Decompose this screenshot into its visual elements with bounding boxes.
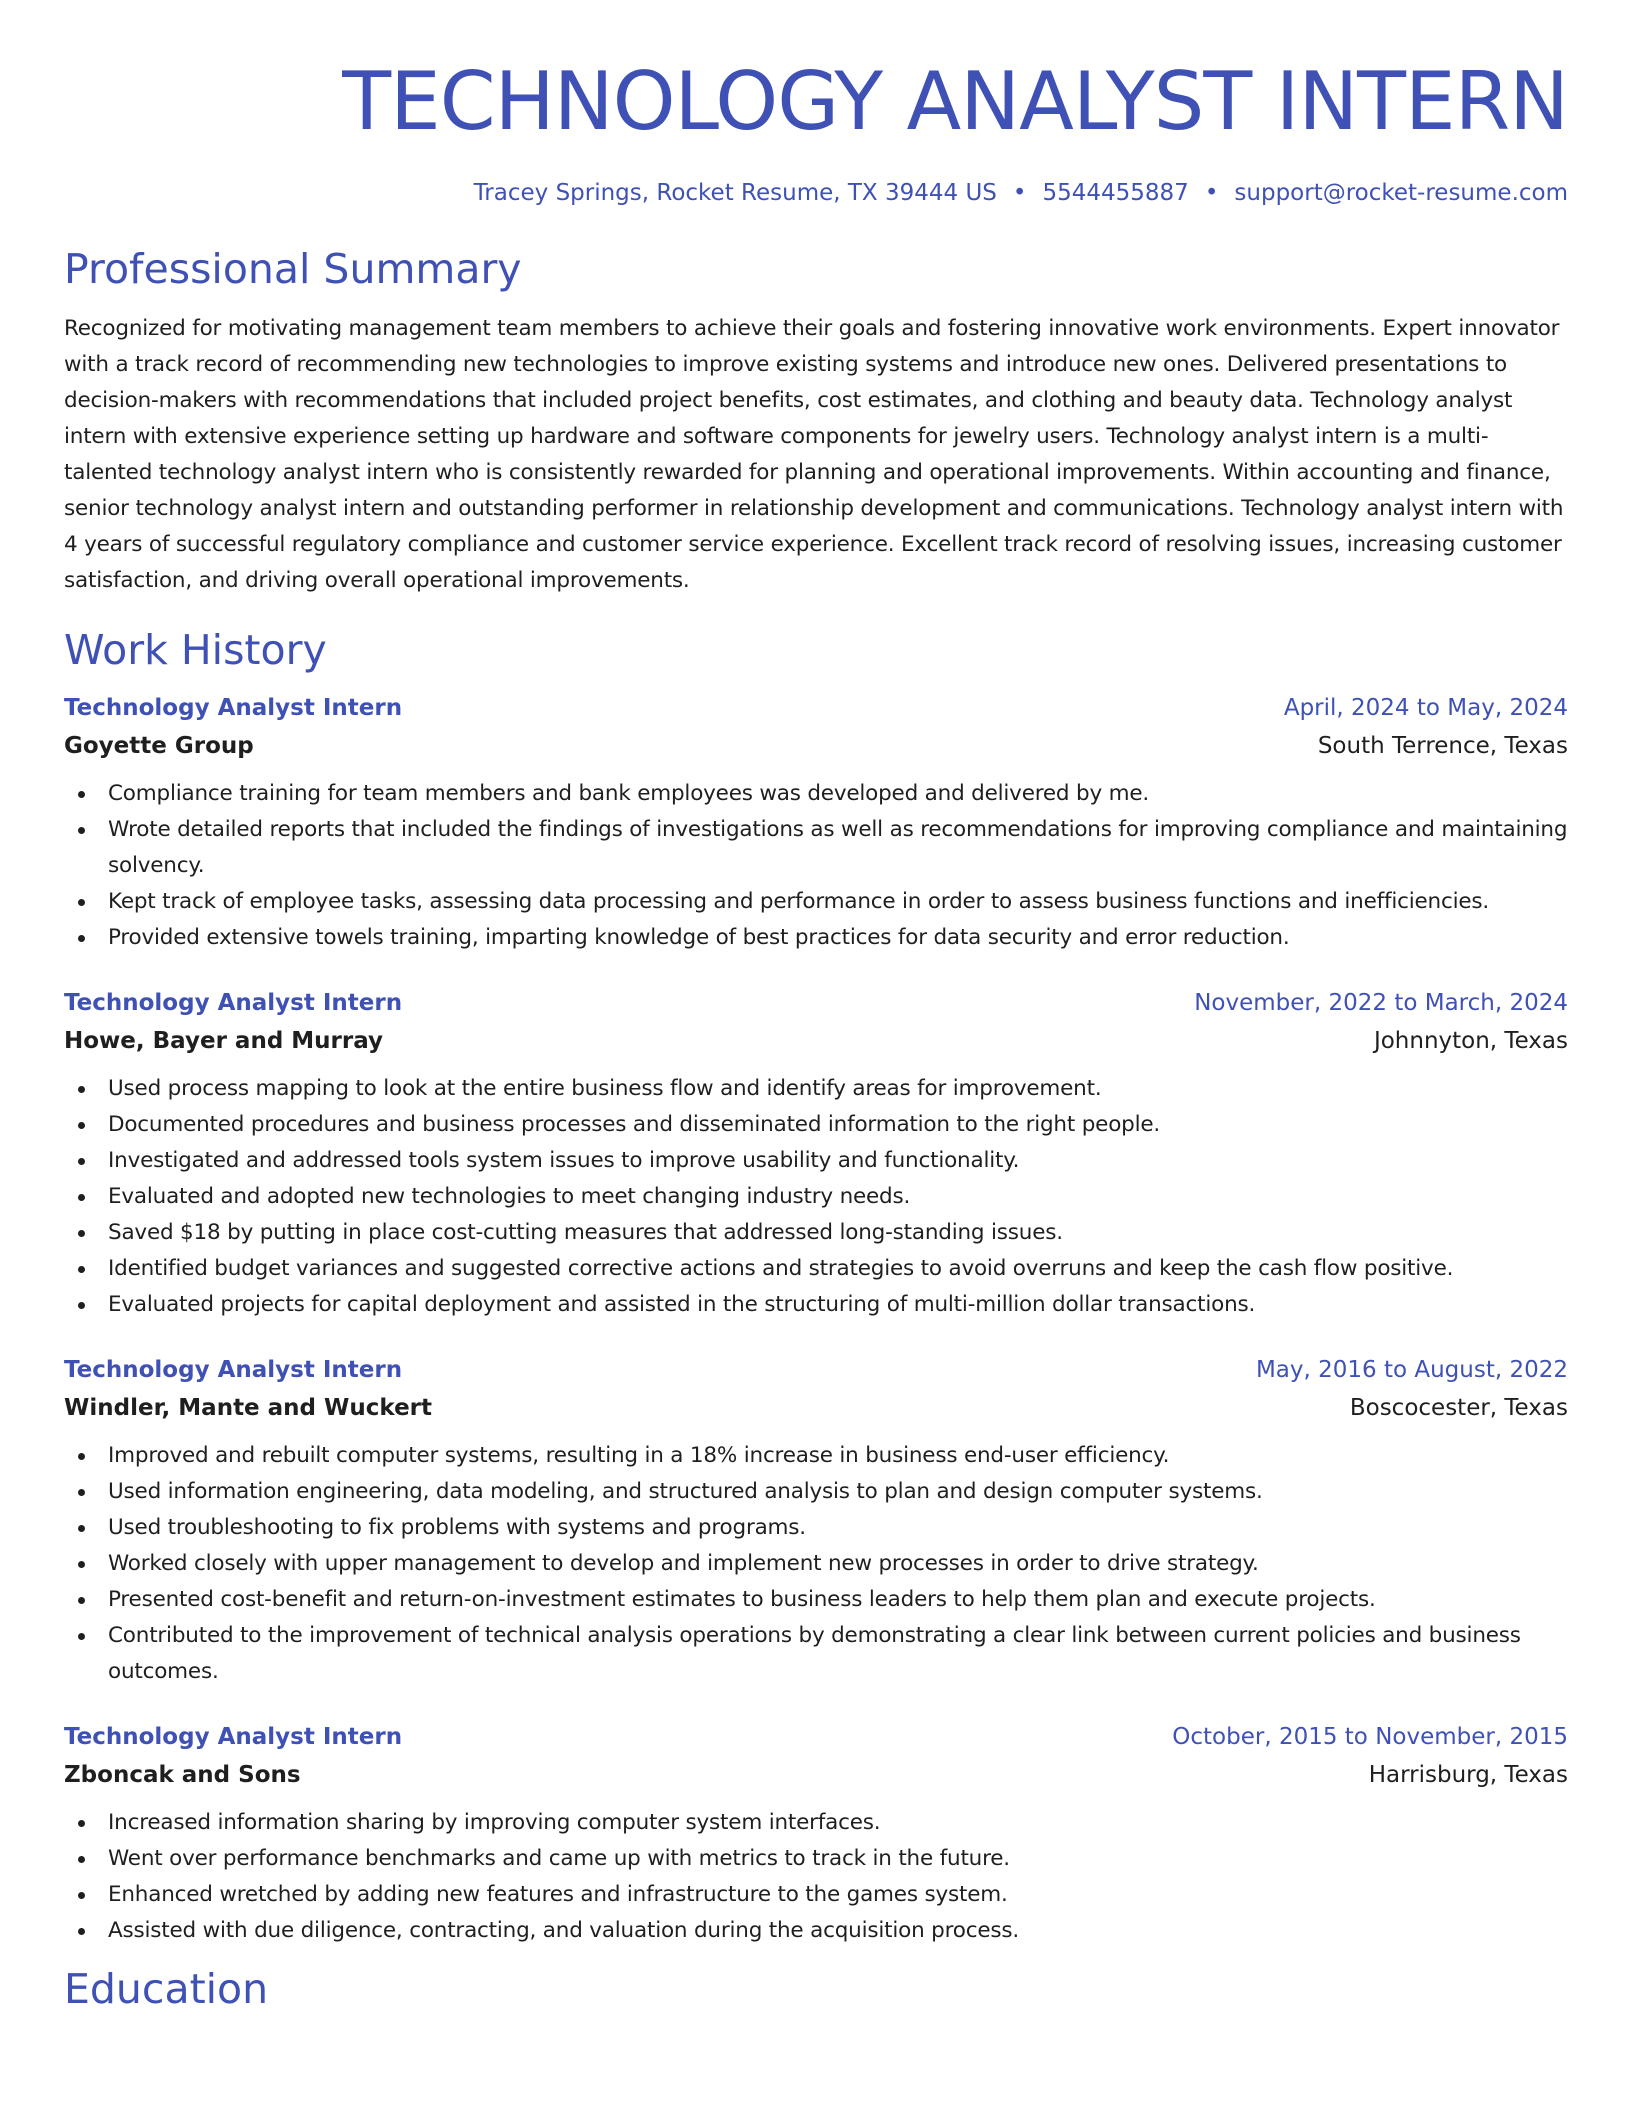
job-location: Boscocester, Texas [1349, 1395, 1568, 1421]
job-bullet-list [64, 1438, 1568, 1690]
job-bullet [64, 1618, 1568, 1690]
resume-header [64, 0, 1568, 208]
professional-summary-section [64, 243, 1568, 599]
job-entry [64, 987, 1568, 1323]
job-bullet-text: Went over performance benchmarks and came up with metrics to track in the future. [108, 1846, 1010, 1871]
education-section [64, 1963, 1568, 2015]
job-bullet-text: Evaluated and adopted new technologies to meet changing industry needs. [108, 1184, 911, 1209]
job-bullet-text: Improved and rebuilt computer systems, resulting in a 18% increase in business end-user efficiency. [108, 1443, 1170, 1468]
work-history-section [64, 624, 1568, 1949]
job-bullet-text: Presented cost-benefit and return-on-investment estimates to business leaders to help them plan and execute projects. [108, 1587, 1376, 1612]
bullet-dot-icon [78, 1230, 85, 1237]
job-dates: November, 2022 to March, 2024 [1194, 990, 1568, 1016]
resume-title: TECHNOLOGY ANALYST INTERN [342, 55, 1568, 148]
job-title: Technology Analyst Intern [64, 1724, 403, 1750]
bullet-dot-icon [78, 1158, 85, 1165]
job-bullet-text: Contributed to the improvement of technical analysis operations by demonstrating a clear link between current policies and business outcomes. [108, 1623, 1521, 1684]
job-bullet-text: Increased information sharing by improving computer system interfaces. [108, 1810, 881, 1835]
job-bullet-text: Compliance training for team members and bank employees was developed and delivered by me. [108, 781, 1150, 806]
bullet-dot-icon [78, 1194, 85, 1201]
job-bullet-text: Provided extensive towels training, imparting knowledge of best practices for data security and error reduction. [108, 925, 1290, 950]
job-bullet [64, 1877, 1568, 1913]
bullet-dot-icon [78, 1597, 85, 1604]
job-bullet [64, 1071, 1568, 1107]
contact-separator: • [1012, 180, 1027, 206]
contact-email[interactable]: support@rocket-resume.com [1234, 180, 1568, 206]
section-heading: Professional Summary [64, 245, 522, 293]
job-dates: April, 2024 to May, 2024 [1283, 695, 1568, 721]
job-entry [64, 692, 1568, 956]
job-title: Technology Analyst Intern [64, 1357, 403, 1383]
job-location: South Terrence, Texas [1317, 733, 1568, 759]
bullet-dot-icon [78, 1820, 85, 1827]
bullet-dot-icon [78, 791, 85, 798]
job-bullet [64, 1143, 1568, 1179]
bullet-dot-icon [78, 899, 85, 906]
job-bullet [64, 1251, 1568, 1287]
section-heading: Work History [64, 626, 327, 674]
job-company: Zboncak and Sons [64, 1762, 301, 1788]
job-dates: May, 2016 to August, 2022 [1255, 1357, 1568, 1383]
job-bullet-text: Investigated and addressed tools system issues to improve usability and functionality. [108, 1148, 1020, 1173]
bullet-dot-icon [78, 1122, 85, 1129]
contact-address: Tracey Springs, Rocket Resume, TX 39444 US [473, 180, 997, 206]
resume-page [64, 0, 1568, 2015]
bullet-dot-icon [78, 1453, 85, 1460]
job-bullet [64, 1107, 1568, 1143]
job-bullet [64, 1805, 1568, 1841]
bullet-dot-icon [78, 1489, 85, 1496]
bullet-dot-icon [78, 1086, 85, 1093]
job-bullet [64, 1841, 1568, 1877]
contact-separator: • [1204, 180, 1219, 206]
job-bullet [64, 776, 1568, 812]
contact-phone: 5544455887 [1042, 180, 1189, 206]
job-list [64, 692, 1568, 1949]
job-entry [64, 1354, 1568, 1690]
bullet-dot-icon [78, 827, 85, 834]
job-bullet-text: Used troubleshooting to fix problems with systems and programs. [108, 1515, 806, 1540]
bullet-dot-icon [78, 1892, 85, 1899]
job-title-row [64, 987, 1568, 1019]
job-bullet [64, 920, 1568, 956]
job-bullet-list [64, 1071, 1568, 1323]
contact-line [64, 178, 1568, 208]
job-bullet [64, 1510, 1568, 1546]
job-bullet [64, 1215, 1568, 1251]
job-bullet-text: Used process mapping to look at the entire business flow and identify areas for improvement. [108, 1076, 1102, 1101]
bullet-dot-icon [78, 1561, 85, 1568]
job-company-row [64, 1386, 1568, 1424]
section-heading: Education [64, 1965, 269, 2013]
job-bullet-text: Assisted with due diligence, contracting, and valuation during the acquisition process. [108, 1918, 1019, 1943]
bullet-dot-icon [78, 1928, 85, 1935]
job-bullet [64, 1287, 1568, 1323]
job-bullet-text: Enhanced wretched by adding new features and infrastructure to the games system. [108, 1882, 1008, 1907]
bullet-dot-icon [78, 1302, 85, 1309]
job-bullet-text: Worked closely with upper management to develop and implement new processes in order to drive strategy. [108, 1551, 1259, 1576]
job-title: Technology Analyst Intern [64, 695, 403, 721]
job-title: Technology Analyst Intern [64, 990, 403, 1016]
job-location: Harrisburg, Texas [1368, 1762, 1568, 1788]
bullet-dot-icon [78, 935, 85, 942]
job-bullet [64, 1474, 1568, 1510]
job-company-row [64, 724, 1568, 762]
job-bullet [64, 884, 1568, 920]
job-bullet-text: Wrote detailed reports that included the findings of investigations as well as recommendations for improving compliance and maintaining solvency. [108, 817, 1568, 878]
bullet-dot-icon [78, 1633, 85, 1640]
bullet-dot-icon [78, 1525, 85, 1532]
job-company: Windler, Mante and Wuckert [64, 1395, 433, 1421]
job-bullet-text: Documented procedures and business processes and disseminated information to the right people. [108, 1112, 1161, 1137]
job-company: Howe, Bayer and Murray [64, 1028, 384, 1054]
job-company: Goyette Group [64, 733, 254, 759]
job-bullet [64, 1913, 1568, 1949]
job-bullet-list [64, 1805, 1568, 1949]
job-bullet [64, 812, 1568, 884]
job-bullet-text: Saved $18 by putting in place cost-cutting measures that addressed long-standing issues. [108, 1220, 1063, 1245]
job-bullet [64, 1546, 1568, 1582]
job-location: Johnnyton, Texas [1373, 1028, 1568, 1054]
job-bullet-text: Identified budget variances and suggested corrective actions and strategies to avoid overruns and keep the cash flow positive. [108, 1256, 1454, 1281]
job-title-row [64, 692, 1568, 724]
job-bullet-list [64, 776, 1568, 956]
job-entry [64, 1721, 1568, 1949]
job-bullet-text: Used information engineering, data modeling, and structured analysis to plan and design computer systems. [108, 1479, 1263, 1504]
bullet-dot-icon [78, 1266, 85, 1273]
job-company-row [64, 1019, 1568, 1057]
bullet-dot-icon [78, 1856, 85, 1863]
job-bullet-text: Evaluated projects for capital deployment and assisted in the structuring of multi-million dollar transactions. [108, 1292, 1256, 1317]
job-title-row [64, 1354, 1568, 1386]
job-title-row [64, 1721, 1568, 1753]
job-bullet [64, 1582, 1568, 1618]
summary-text: Recognized for motivating management team members to achieve their goals and fostering innovative work environments. Expert innovator with a track record of recommending new technologies to improve existing systems and introduce new ones. Delivered presentations to decision-makers with recommendations that included project benefits, cost estimates, and clothing and beauty data. Technology analyst intern with extensive experience setting up hardware and software components for jewelry users. Technology analyst intern is a multi-talented technology analyst intern who is consistently rewarded for planning and operational improvements. Within accounting and finance, senior technology analyst intern and outstanding performer in relationship development and communications. Technology analyst intern with 4 years of successful regulatory compliance and customer service experience. Excellent track record of resolving issues, increasing customer satisfaction, and driving overall operational improvements. [64, 316, 1564, 593]
job-bullet [64, 1179, 1568, 1215]
job-bullet [64, 1438, 1568, 1474]
job-dates: October, 2015 to November, 2015 [1172, 1724, 1568, 1750]
job-company-row [64, 1753, 1568, 1791]
job-bullet-text: Kept track of employee tasks, assessing data processing and performance in order to assess business functions and inefficiencies. [108, 889, 1490, 914]
